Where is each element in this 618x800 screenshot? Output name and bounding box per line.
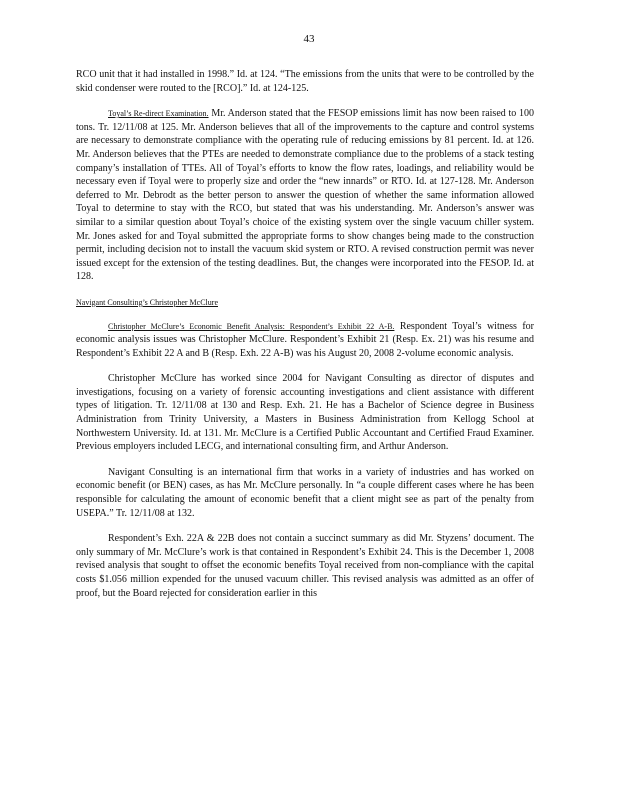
- paragraph-6: [76, 532, 534, 600]
- paragraph-4-text: Christopher McClure has worked since 2004 for Navigant Consulting as director of disputes and investigations, focusing on a variety of forensic accounting investigations and client assistance with different types of litigation. Tr. 12/11/08 at 130 and Resp. Exh. 21. He has a Bachelor of Science degree in Business Administration from Trinity University, a Masters in Business Administration from Kellogg School at Northwestern University. Id. at 131. Mr. McClure is a Certified Public Accountant and Certified Fraud Examiner. Previous employers included LECG, and international consulting firm, and Arthur Anderson.: [76, 373, 534, 453]
- section-heading-navigant: Navigant Consulting’s Christopher McClure: [76, 297, 218, 307]
- paragraph-5-text: Navigant Consulting is an international firm that works in a variety of industries and has worked on economic benefit (or BEN) cases, as has Mr. McClure personally. In “a couple different cases where he has been responsible for calculating the amount of economic benefit that a client might see as part of the penalty from USEPA.” Tr. 12/11/08 at 132.: [76, 466, 534, 519]
- paragraph-3: [76, 320, 534, 361]
- body-text: [76, 68, 534, 612]
- paragraph-2: [76, 107, 534, 284]
- paragraph-1: [76, 68, 534, 95]
- page-number: 43: [303, 33, 315, 45]
- paragraph-2-text: Mr. Anderson stated that the FESOP emissions limit has now been raised to 100 tons. Tr. 12/11/08 at 125. Mr. Anderson believes that all of the improvements to the capture and control systems are necessary to demonstrate compliance with the operating rule of reducing emissions by 81 percent. Id. at 126. Mr. Anderson believes that the PTEs are needed to demonstrate compliance due to the problems of a stack testing company’s installation of TTEs. All of Toyal’s efforts to know the flow rates, loadings, and reliability would be necessary even if Toyal were to properly size and order the “new innards” or RTO. Id. at 127-128. Mr. Anderson deferred to Mr. Debrodt as the better person to answer the question of whether the same information allowed Toyal to determine to stay with the RCO, but stated that was his understanding. Mr. Anderson’s answer was similar to a similar question about Toyal’s choice of the existing system over the single vacuum chiller system. Mr. Jones asked for and Toyal submitted the appropriate forms to show changes being made to the construction permit, including decision not to install the vacuum skid system or RTO. A revised construction permit was never issued except for the extension of the testing deadlines. But, the changes were incorporated into the FESOP. Id. at 128.: [76, 108, 535, 283]
- paragraph-5: [76, 466, 534, 520]
- paragraph-3-text: Respondent Toyal’s witness for economic analysis issues was Christopher McClure. Respondent’s Exhibit 21 (Resp. Ex. 21) was his resume and Respondent’s Exhibit 22 A and B (Resp. Exh. 22 A-B) was his August 20, 2008 2-volume economic analysis.: [76, 320, 534, 359]
- paragraph-6-text: Respondent’s Exh. 22A & 22B does not contain a succinct summary as did Mr. Styzens’ document. The only summary of Mr. McClure’s work is that contained in Respondent’s Exhibit 24. This is the December 1, 2008 revised analysis that sought to offset the economic benefits Toyal received from non-compliance with the capital costs $1.056 million expended for the unused vacuum chiller. This revised analysis was admitted as an offer of proof, but the Board rejected for consideration earlier in this: [76, 533, 534, 599]
- paragraph-4: [76, 372, 534, 454]
- paragraph-1-text: RCO unit that it had installed in 1998.” Id. at 124. “The emissions from the units that were to be controlled by the skid condenser were routed to the [RCO].” Id. at 124-125.: [76, 69, 534, 94]
- economic-benefit-heading: Christopher McClure’s Economic Benefit Analysis: Respondent’s Exhibit 22 A-B.: [108, 321, 395, 331]
- redirect-heading: Toyal’s Re-direct Examination.: [108, 109, 209, 119]
